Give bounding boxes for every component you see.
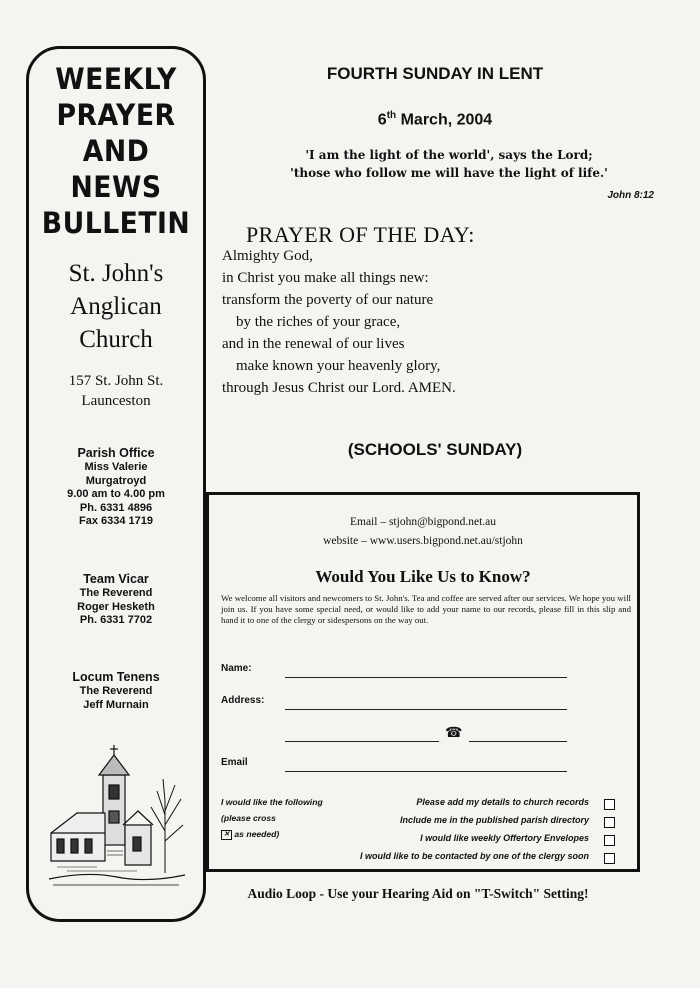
email-label: Email [221,757,248,768]
visitor-form [206,492,640,872]
parish-office-block [29,445,203,529]
address-line: Launceston [81,393,151,409]
locum-tenens-heading: Locum Tenens [72,670,160,684]
prayer-line: in Christ you make all things new: [222,270,429,286]
title-line: BULLETIN [41,206,191,240]
option-offertory-envelopes: I would like weekly Offertory Envelopes [420,833,589,843]
prayer-line: by the riches of your grace, [236,314,401,330]
checkbox-offertory-envelopes[interactable] [604,835,615,846]
audio-loop-notice: Audio Loop - Use your Hearing Aid on "T-Switch" Setting! [247,886,589,901]
title-line: WEEKLY [55,62,177,96]
date-day: 6 [377,111,387,129]
address-field-line-2[interactable] [285,741,439,742]
checkbox-parish-directory[interactable] [604,817,615,828]
phone-field[interactable] [469,741,567,742]
options-intro [221,829,279,840]
form-title: Would You Like Us to Know? [315,567,531,586]
church-address [29,371,203,411]
team-vicar-heading: Team Vicar [83,572,149,586]
church-illustration [47,741,187,891]
prayer-line: make known your heavenly glory, [236,358,441,374]
option-contact-clergy: I would like to be contacted by one of the clergy soon [359,851,589,861]
form-intro: We welcome all visitors and newcomers to St. John's. Tea and coffee are served after our services. We hope you will join us. If you have some special need, or would like to add your name to our records, please fill in this slip and hand it to one of the clergy or sidespersons on the way out. [221,593,631,625]
options-intro-text: as needed) [232,829,280,839]
date-rest: March, 2004 [396,111,493,129]
parish-office-line: Miss Valerie [84,461,148,473]
prayer-line: and in the renewal of our lives [222,336,405,352]
team-vicar-line: The Reverend [79,587,153,599]
locum-name: Jeff Murnain [83,698,149,711]
quote-line: 'those who follow me will have the light of life.' [290,166,608,180]
team-vicar-block [29,571,203,628]
title-line: PRAYER [56,98,176,132]
address-label: Address: [221,695,265,706]
title-line: AND [82,134,150,168]
name-field[interactable] [285,677,567,678]
email-field[interactable] [285,771,567,772]
title-line: NEWS [70,170,162,204]
bulletin-date [330,110,540,129]
prayer-line: through Jesus Christ our Lord. AMEN. [222,380,456,396]
option-parish-directory: Include me in the published parish directory [399,815,589,825]
bulletin-title [29,61,203,241]
team-vicar-phone: Ph. 6331 7702 [79,614,153,626]
cross-box-icon: ✕ [221,830,232,840]
prayer-line: Almighty God, [222,248,313,264]
prayer-line: transform the poverty of our nature [222,292,434,308]
prayer-text [222,245,456,399]
date-suffix: th [386,110,397,121]
sunday-title: FOURTH SUNDAY IN LENT [326,64,544,83]
checkbox-contact-clergy[interactable] [604,853,615,864]
parish-office-heading: Parish Office [77,446,155,460]
address-field[interactable] [285,709,567,710]
church-name-line: St. John's [68,260,164,287]
scripture-quote [234,146,664,182]
locum-tenens-block [29,669,203,712]
parish-office-phone: Ph. 6331 4896 [79,501,153,514]
prayer-heading: PRAYER OF THE DAY: [246,222,475,247]
sidebar-panel [26,46,206,922]
contact-website: website – www.users.bigpond.net.au/stjohn [323,535,523,547]
church-name-line: Anglican [70,293,162,320]
team-vicar-name: Roger Hesketh [77,600,155,613]
locum-line: The Reverend [79,685,153,697]
options-intro: (please cross [221,813,276,823]
church-name-line: Church [79,326,153,353]
checkbox-church-records[interactable] [604,799,615,810]
option-church-records: Please add my details to church records [416,797,589,807]
phone-icon: ☎ [445,726,463,741]
parish-office-hours: 9.00 am to 4.00 pm [67,488,165,500]
quote-line: 'I am the light of the world', says the Lord; [305,148,593,162]
address-line: 157 St. John St. [68,373,164,389]
name-label: Name: [221,663,252,674]
contact-details [209,513,637,551]
church-name [29,257,203,356]
parish-office-line: Murgatroyd [85,474,147,487]
schools-sunday-label: (SCHOOLS' SUNDAY) [347,440,523,459]
quote-reference: John 8:12 [607,190,654,201]
contact-email: Email – stjohn@bigpond.net.au [349,516,497,528]
parish-office-fax: Fax 6334 1719 [78,515,153,527]
options-intro: I would like the following [221,797,323,807]
